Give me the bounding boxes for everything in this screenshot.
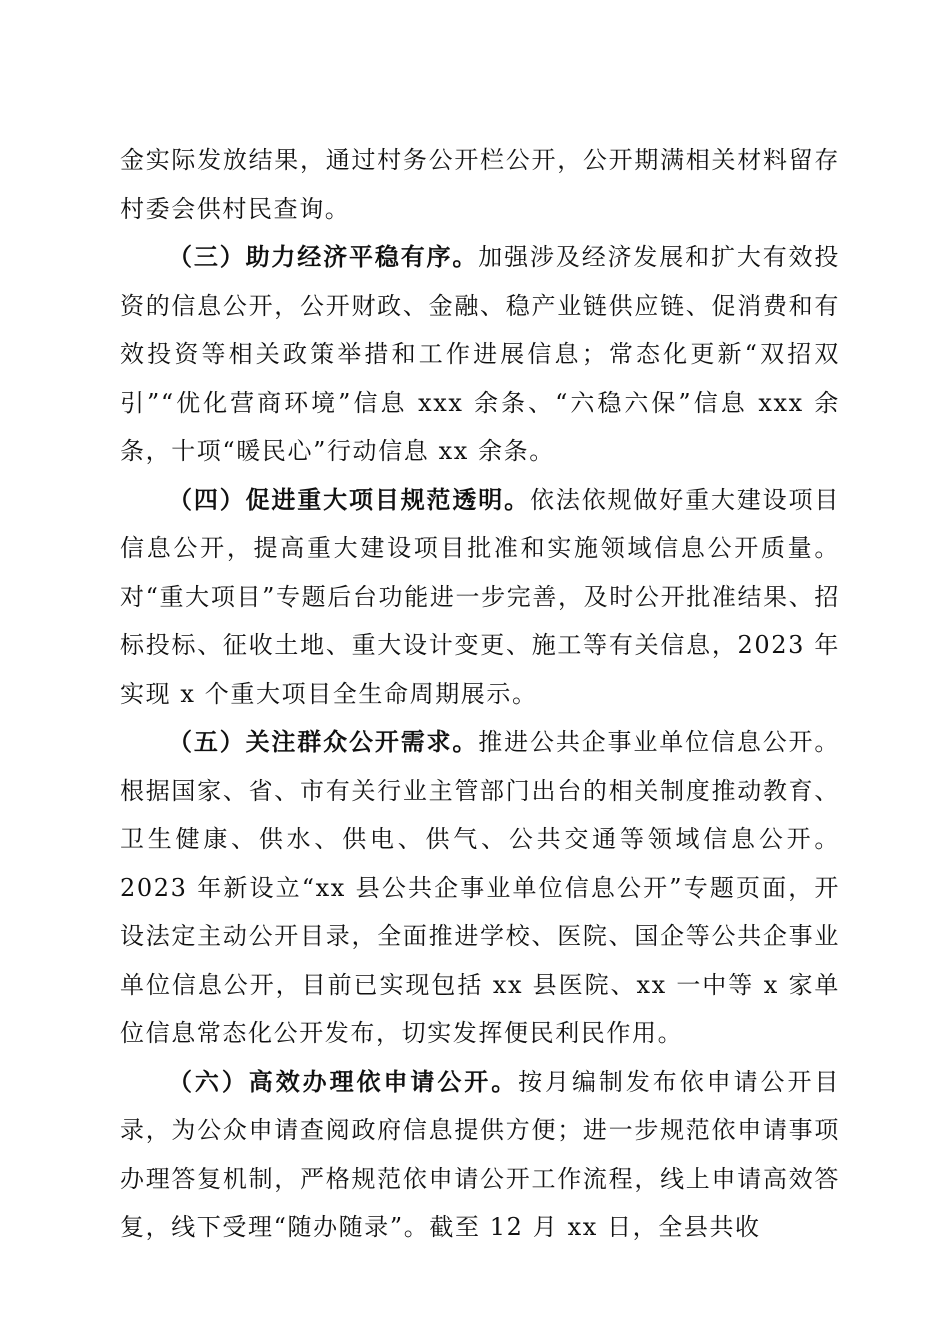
paragraph-continuation — [120, 136, 840, 233]
paragraph-body: 按月编制发布依申请公开目录，为公众申请查阅政府信息提供方便；进一步规范依申请事项办理答复机制，严格规范依申请公开工作流程，线上申请高效答复，线下受理“随办随录”。截至 12 月 xx 日，全县共收 — [120, 1067, 840, 1241]
paragraph-economy — [120, 233, 840, 476]
paragraph-heading: （六）高效办理依申请公开。 — [168, 1067, 519, 1096]
document-body — [120, 136, 840, 1252]
paragraph-body: 推进公共企事业单位信息公开。根据国家、省、市有关行业主管部门出台的相关制度推动教育、卫生健康、供水、供电、供气、公共交通等领域信息公开。2023 年新设立“xx 县公共企事业单位信息公开”专题页面，开设法定主动公开目录，全面推进学校、医院、国企等公共企事业单位信息公开，目前已实现包括 xx 县医院、xx 一中等 x 家单位信息常态化公开发布，切实发挥便民利民作用。 — [120, 728, 841, 1047]
paragraph-heading: （四）促进重大项目规范透明。 — [168, 485, 530, 514]
paragraph-heading: （五）关注群众公开需求。 — [168, 728, 479, 756]
paragraph-applications — [120, 1058, 840, 1252]
paragraph-major-projects — [120, 476, 840, 719]
paragraph-body: 金实际发放结果，通过村务公开栏公开，公开期满相关材料留存村委会供村民查询。 — [120, 146, 840, 223]
paragraph-body: 依法依规做好重大建设项目信息公开，提高重大建设项目批准和实施领域信息公开质量。对“重大项目”专题后台功能进一步完善，及时公开批准结果、招标投标、征收土地、重大设计变更、施工等有关信息，2023 年实现 x 个重大项目全生命周期展示。 — [120, 485, 840, 708]
paragraph-heading: （三）助力经济平稳有序。 — [168, 243, 479, 271]
paragraph-public-needs — [120, 718, 840, 1058]
paragraph-body: 加强涉及经济发展和扩大有效投资的信息公开，公开财政、金融、稳产业链供应链、促消费和有效投资等相关政策举措和工作进展信息；常态化更新“双招双引”“优化营商环境”信息 xxx 余条、“六稳六保”信息 xxx 余条，十项“暖民心”行动信息 xx 余条。 — [120, 243, 841, 465]
